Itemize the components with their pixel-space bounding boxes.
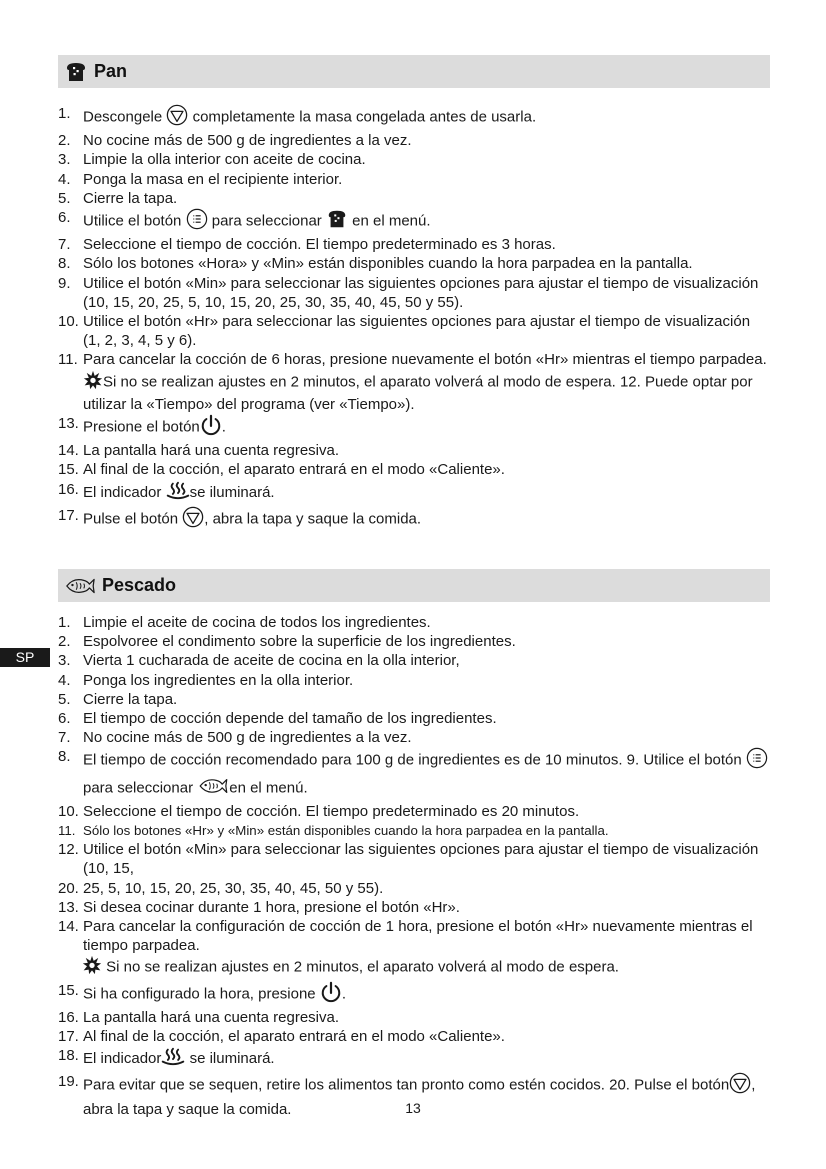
list-item: 8. Sólo los botones «Hora» y «Min» están disponibles cuando la hora parpadea en la pantalla. (58, 255, 693, 273)
page-number: 13 (405, 1100, 421, 1116)
power-icon (200, 414, 222, 441)
list-item: 2. No cocine más de 500 g de ingredientes a la vez. (58, 132, 412, 150)
list-item: 15. Si ha configurado la hora, presione . (58, 981, 770, 1008)
list-item: 8. El tiempo de cocción recomendado para 100 g de ingredientes es de 10 minutos. 9. Utilice el botón para seleccionar en el menú. (58, 747, 770, 801)
list-item: 13. Presione el botón . (58, 414, 770, 441)
list-item: Si no se realizan ajustes en 2 minutos, el aparato volverá al modo de espera. (58, 955, 770, 980)
warning-star-icon (82, 955, 102, 980)
list-item: 16. El indicador se iluminará. (58, 480, 770, 506)
list-item: 11. Sólo los botones «Hr» y «Min» están disponibles cuando la hora parpadea en la pantalla. (58, 823, 609, 839)
list-item: 3. Vierta 1 cucharada de aceite de cocina en la olla interior, (58, 652, 460, 670)
list-item: 5. Cierre la tapa. (58, 189, 178, 207)
section-title: Pan (94, 61, 128, 81)
list-item: 14. La pantalla hará una cuenta regresiva. (58, 442, 340, 460)
power-icon (320, 981, 342, 1008)
menu-button-icon (746, 747, 768, 774)
list-item: 19. Para evitar que se sequen, retire los alimentos tan pronto como estén cocidos. 20. Pulse el botón , abra la tapa y saque la comida. (58, 1073, 756, 1118)
list-item: 15. Al final de la cocción, el aparato entrará en el modo «Caliente». (58, 461, 505, 479)
list-item: 7. Seleccione el tiempo de cocción. El tiempo predeterminado es 3 horas. (58, 236, 556, 254)
list-item: 1. Descongele completamente la masa congelada antes de usarla. (58, 104, 770, 131)
pescado-steps-list (58, 613, 770, 1119)
section-header-pescado (58, 569, 770, 602)
list-item: 3. Limpie la olla interior con aceite de cocina. (58, 151, 366, 169)
list-item: 10. Seleccione el tiempo de cocción. El tiempo predeterminado es 20 minutos. (58, 802, 580, 820)
list-item: 5. Cierre la tapa. (58, 690, 178, 708)
list-item: 6. El tiempo de cocción depende del tamaño de los ingredientes. (58, 710, 497, 728)
pan-steps-list (58, 104, 770, 533)
list-item: 10. Utilice el botón «Hr» para seleccionar las siguientes opciones para ajustar el tiempo de visualización (1, 2, 3, 4, 5 y 6). (58, 313, 751, 350)
list-item: 20. 25, 5, 10, 15, 20, 25, 30, 35, 40, 45, 50 y 55). (58, 879, 384, 897)
section-header-pan (58, 55, 770, 88)
fish-icon (64, 574, 98, 598)
list-item: 2. Espolvoree el condimento sobre la superficie de los ingredientes. (58, 633, 516, 651)
list-item: 4. Ponga la masa en el recipiente interior. (58, 170, 343, 188)
warning-star-icon (83, 370, 103, 395)
defrost-icon (182, 506, 204, 533)
bread-icon (326, 208, 348, 235)
defrost-icon (166, 104, 188, 131)
list-item: 11. Para cancelar la cocción de 6 horas, presione nuevamente el botón «Hr» mientras el tiempo parpadea. Si no se realizan ajustes en 2 minutos, el aparato volverá al modo de espera. 12. Puede optar por utilizar la «Tiempo» del programa (ver «Tiempo»). (58, 351, 767, 413)
bread-icon (64, 60, 90, 84)
menu-button-icon (186, 208, 208, 235)
list-item: 17. Pulse el botón , abra la tapa y saque la comida. (58, 506, 770, 533)
list-item: 4. Ponga los ingredientes en la olla interior. (58, 671, 354, 689)
list-item: 6. Utilice el botón para seleccionar en el menú. (58, 208, 770, 235)
list-item: 18. El indicador se iluminará. (58, 1046, 770, 1072)
steam-indicator-icon (161, 1046, 185, 1072)
section-title: Pescado (102, 575, 177, 595)
list-item: 12. Utilice el botón «Min» para seleccionar las siguientes opciones para ajustar el tiempo de visualización (10, 15, (58, 841, 759, 878)
list-item: 7. No cocine más de 500 g de ingredientes a la vez. (58, 729, 412, 747)
steam-indicator-icon (166, 480, 190, 506)
list-item: 9. Utilice el botón «Min» para seleccionar las siguientes opciones para ajustar el tiempo de visualización (10, 15, 20, 25, 5, 10, 15, 20, 25, 30, 35, 40, 45, 50 y 55). (58, 274, 759, 311)
list-item: 1. Limpie el aceite de cocina de todos los ingredientes. (58, 614, 431, 631)
defrost-icon (729, 1072, 751, 1099)
fish-icon (197, 775, 229, 802)
language-tab: SP (0, 648, 50, 667)
list-item: 16. La pantalla hará una cuenta regresiva. (58, 1008, 340, 1026)
list-item: 13. Si desea cocinar durante 1 hora, presione el botón «Hr». (58, 898, 460, 916)
list-item: 17. Al final de la cocción, el aparato entrará en el modo «Caliente». (58, 1028, 505, 1046)
list-item: 14. Para cancelar la configuración de cocción de 1 hora, presione el botón «Hr» nuevamente mientras el tiempo parpadea. (58, 918, 753, 955)
